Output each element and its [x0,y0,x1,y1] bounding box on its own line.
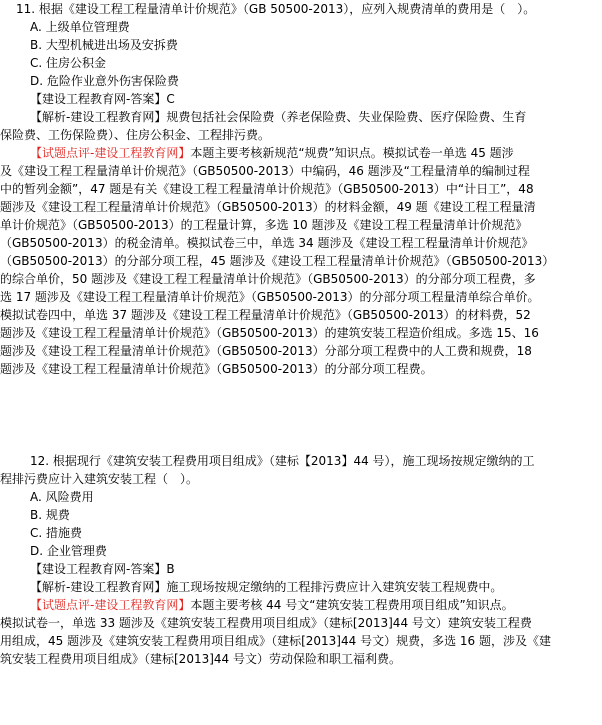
q12-option-d: D. 企业管理费 [30,544,107,558]
q11-comment-line-2: 及《建设工程工程量清单计价规范》（GB50500-2013）中编码，46 题涉及“工程量清单的编制过程 [0,164,530,178]
q11-comment-line-12: 题涉及《建设工程工程量清单计价规范》（GB50500-2013）分部分项工程费中的人工费和规费，18 [0,344,532,358]
q11-comment-line-7: （GB50500-2013）的分部分项工程，45 题涉及《建设工程工程量清单计价规范》（GB50500-2013） [0,254,555,268]
q12-answer: 【建设工程教育网-答案】B [30,562,175,576]
q11-analysis-line-1: 【解析-建设工程教育网】规费包括社会保险费（养老保险费、失业保险费、医疗保险费、生育 [30,110,527,124]
q11-comment-line-13: 题涉及《建设工程工程量清单计价规范》（GB50500-2013）的分部分项工程费。 [0,362,433,376]
q11-comment-line-1 [0,144,602,162]
q12-stem-line-2: 程排污费应计入建筑安装工程（ ）。 [0,472,199,486]
q11-comment-line-5: 单计价规范》（GB50500-2013）的工程量计算，多选 10 题涉及《建设工程工程量清单计价规范》 [0,218,528,232]
q12-comment-line-1 [0,596,602,614]
q11-analysis-line-2: 保险费、工伤保险费）、住房公积金、工程排污费。 [0,128,271,142]
q12-option-a: A. 风险费用 [30,490,94,504]
q12-stem-line-1: 12. 根据现行《建筑安装工程费用项目组成》（建标【2013】44 号），施工现场按规定缴纳的工 [30,454,535,468]
q12-comment-line-4: 筑安装工程费用项目组成》（建标[2013]44 号文）劳动保险和职工福利费。 [0,652,401,666]
q11-comment-line-8: 的综合单价，50 题涉及《建设工程工程量清单计价规范》（GB50500-2013）的分部分项工程费，多 [0,272,536,286]
q11-comment-line-10: 模拟试卷四中，单选 37 题涉及《建设工程工程量清单计价规范》（GB50500-2013）的材料费，52 [0,308,531,322]
q12-option-c: C. 措施费 [30,526,83,540]
q12-comment-line-2: 模拟试卷一，单选 33 题涉及《建筑安装工程费用项目组成》（建标[2013]44 号文）建筑安装工程费 [0,616,532,630]
q12-comment-line-3: 用组成，45 题涉及《建筑安装工程费用项目组成》（建标[2013]44 号文）规费，多选 16 题，涉及《建 [0,634,551,648]
q12-comment-text: 本题主要考核 44 号文“建筑安装工程费用项目组成”知识点。 [190,598,514,612]
q12-option-b: B. 规费 [30,508,70,522]
q12-comment-tag: 【试题点评-建设工程教育网】 [30,598,191,612]
q12-analysis: 【解析-建设工程教育网】施工现场按规定缴纳的工程排污费应计入建筑安装工程规费中。 [30,580,503,594]
q11-comment-text: 本题主要考核新规范“规费”知识点。模拟试卷一单选 45 题涉 [190,146,514,160]
q11-answer: 【建设工程教育网-答案】C [30,92,175,106]
q11-stem: 11. 根据《建设工程工程量清单计价规范》（GB 50500-2013），应列入规费清单的费用是（ ）。 [16,2,536,16]
q11-option-c: C. 住房公积金 [30,56,107,70]
q11-comment-line-3: 中的暂列金额”，47 题是有关《建设工程工程量清单计价规范》（GB50500-2013）中“计日工”，48 [0,182,534,196]
q11-comment-tag: 【试题点评-建设工程教育网】 [30,146,191,160]
q11-option-d: D. 危险作业意外伤害保险费 [30,74,179,88]
q11-option-a: A. 上级单位管理费 [30,20,130,34]
q11-comment-line-11: 题涉及《建设工程工程量清单计价规范》（GB50500-2013）的建筑安装工程造价组成。多选 15、16 [0,326,539,340]
q11-comment-line-6: （GB50500-2013）的税金清单。模拟试卷三中，单选 34 题涉及《建设工程工程量清单计价规范》 [0,236,534,250]
q11-comment-line-9: 选 17 题涉及《建设工程工程量清单计价规范》（GB50500-2013）的分部分项工程量清单综合单价。 [0,290,540,304]
q11-option-b: B. 大型机械进出场及安拆费 [30,38,178,52]
q11-comment-line-4: 题涉及《建设工程工程量清单计价规范》（GB50500-2013）的材料金额，49 题《建设工程工程量清 [0,200,536,214]
